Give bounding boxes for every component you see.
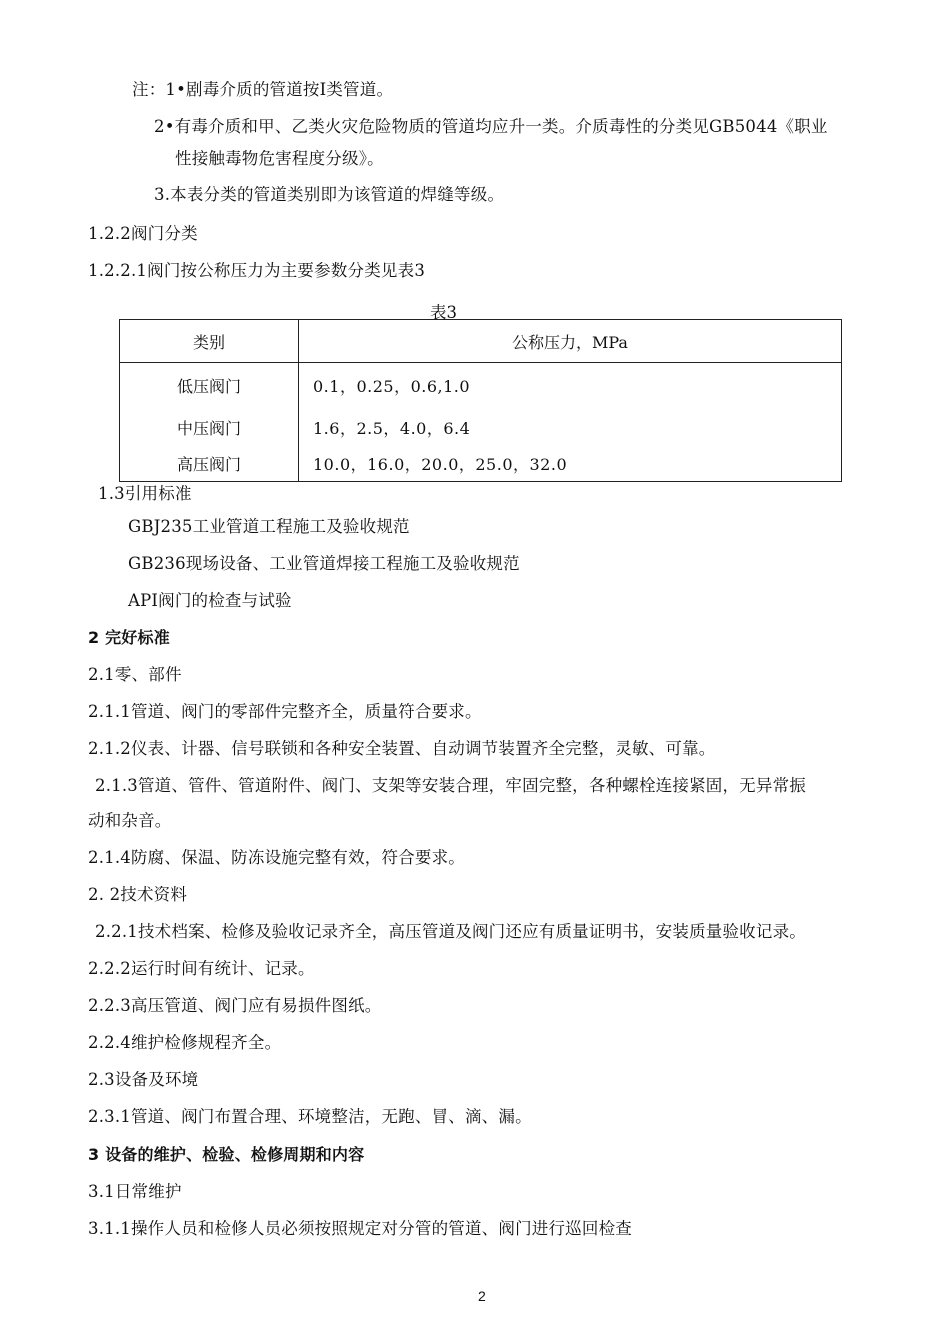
refs-title: 1.3引用标准 [98,484,192,503]
section-2-1-3: 2.1.3管道、管件、管道附件、阀门、支架等安装合理，牢固完整，各种螺栓连接紧固，无异常振 [95,776,806,795]
table-caption: 表3 [430,303,457,322]
table-row [120,409,842,446]
row-pressure: 0.1，0.25，0.6,1.0 [299,363,842,409]
section-3-1-1: 3.1.1操作人员和检修人员必须按照规定对分管的管道、阀门进行巡回检查 [88,1219,632,1238]
section-2-1-4: 2.1.4防腐、保温、防冻设施完整有效，符合要求。 [88,848,465,867]
table-header-row [120,320,842,363]
ref-item: API阀门的检查与试验 [128,591,292,610]
section-2-2-4: 2.2.4维护检修规程齐全。 [88,1033,282,1052]
note-2: 2•有毒介质和甲、乙类火灾危险物质的管道均应升一类。介质毒性的分类见GB5044《职业 [154,117,828,136]
note-3: 3.本表分类的管道类别即为该管道的焊缝等级。 [154,185,505,204]
ref-item: GB236现场设备、工业管道焊接工程施工及验收规范 [128,554,520,573]
ref-item: GBJ235工业管道工程施工及验收规范 [128,517,410,536]
page-number: 2 [478,1288,486,1304]
section-1-2-2: 1.2.2阀门分类 [88,224,198,243]
section-2-2-3: 2.2.3高压管道、阀门应有易损件图纸。 [88,996,382,1015]
note-2-continued: 性接触毒物危害程度分级》。 [175,149,384,168]
table-row [120,363,842,409]
section-2-3-1: 2.3.1管道、阀门布置合理、环境整洁，无跑、冒、滴、漏。 [88,1107,532,1126]
section-2-1-3-continued: 动和杂音。 [88,811,172,830]
section-1-2-2-1: 1.2.2.1阀门按公称压力为主要参数分类见表3 [88,261,426,280]
heading-3: 3 设备的维护、检验、检修周期和内容 [88,1145,365,1164]
valve-pressure-table [119,319,842,482]
section-2-2-2: 2.2.2运行时间有统计、记录。 [88,959,315,978]
row-category: 中压阀门 [120,409,299,446]
header-category: 类别 [120,320,299,363]
section-2-1-2: 2.1.2仪表、计器、信号联锁和各种安全装置、自动调节装置齐全完整，灵敏、可靠。 [88,739,716,758]
table-row [120,446,842,482]
heading-2: 2 完好标准 [88,628,170,647]
section-2-2: 2. 2技术资料 [88,885,188,904]
note-1: 注：1•剧毒介质的管道按Ⅰ类管道。 [132,80,394,99]
row-category: 高压阀门 [120,446,299,482]
header-pressure: 公称压力，MPa [299,320,842,363]
section-2-3: 2.3设备及环境 [88,1070,199,1089]
section-3-1: 3.1日常维护 [88,1182,182,1201]
section-2-2-1: 2.2.1技术档案、检修及验收记录齐全，高压管道及阀门还应有质量证明书，安装质量验收记录。 [95,922,806,941]
row-pressure: 1.6，2.5，4.0，6.4 [299,409,842,446]
section-2-1-1: 2.1.1管道、阀门的零部件完整齐全，质量符合要求。 [88,702,482,721]
row-pressure: 10.0，16.0，20.0，25.0，32.0 [299,446,842,482]
section-2-1: 2.1零、部件 [88,665,182,684]
row-category: 低压阀门 [120,363,299,409]
